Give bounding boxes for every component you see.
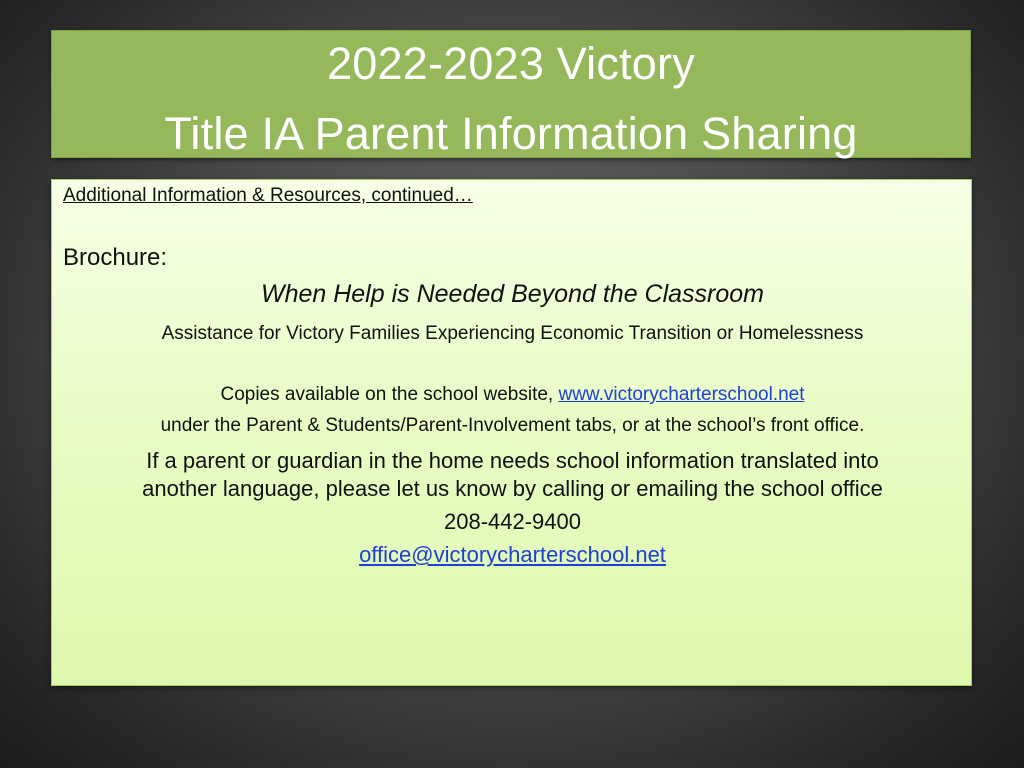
brochure-title: When Help is Needed Beyond the Classroom [260, 280, 765, 308]
section-heading: Additional Information & Resources, continued… [63, 185, 473, 206]
content-panel [51, 179, 972, 686]
translation-notice-line-1: If a parent or guardian in the home needs school information translated into [146, 448, 879, 473]
title-banner [51, 30, 971, 158]
email-link[interactable]: office@victorycharterschool.net [359, 542, 666, 567]
title-line-main: Title IA Parent Information Sharing [164, 108, 858, 159]
brochure-subtitle: Assistance for Victory Families Experiencing Economic Transition or Homelessness [161, 323, 864, 344]
translation-notice-line-2: another language, please let us know by calling or emailing the school office [142, 476, 883, 501]
title-line-year: 2022-2023 Victory [327, 38, 695, 89]
brochure-label: Brochure: [63, 244, 168, 271]
website-link[interactable]: www.victorycharterschool.net [558, 384, 805, 405]
email-line [52, 542, 973, 568]
copies-available-line [52, 384, 973, 406]
copies-available-text: Copies available on the school website, [220, 384, 559, 405]
school-phone: 208-442-9400 [443, 509, 581, 534]
tabs-location-line: under the Parent & Students/Parent-Involvement tabs, or at the school’s front office. [160, 415, 865, 436]
